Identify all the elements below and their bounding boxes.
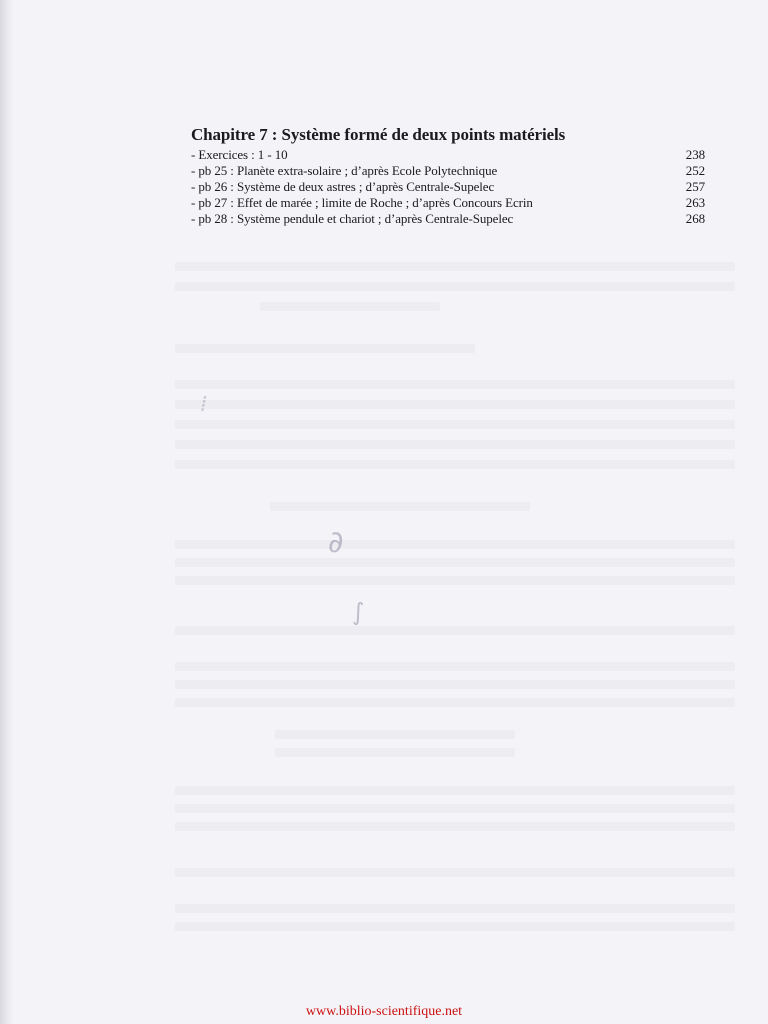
ghost-line	[175, 380, 735, 389]
ghost-line	[175, 680, 735, 689]
ghost-line	[270, 502, 530, 511]
ghost-line	[175, 262, 735, 271]
ghost-line	[175, 420, 735, 429]
ghost-line	[275, 748, 515, 757]
toc-entry	[191, 179, 705, 195]
ghost-line	[175, 904, 735, 913]
toc-entry	[191, 211, 705, 227]
ghost-line	[175, 626, 735, 635]
table-of-contents	[191, 124, 705, 227]
pencil-mark: ∫	[352, 598, 365, 626]
toc-entry-label: - pb 25 : Planète extra-solaire ; d’après Ecole Polytechnique	[191, 163, 498, 178]
ghost-line	[275, 730, 515, 739]
toc-entry-page: 268	[685, 211, 705, 226]
ghost-line	[175, 282, 735, 291]
ghost-line	[175, 558, 735, 567]
toc-entry-label: - pb 26 : Système de deux astres ; d’après Centrale-Supelec	[191, 179, 495, 194]
ghost-line	[175, 922, 735, 931]
ghost-line	[260, 302, 440, 311]
toc-entry-page: 257	[685, 179, 705, 194]
ghost-line	[175, 400, 735, 409]
toc-entry	[191, 147, 705, 163]
toc-entry	[191, 195, 705, 211]
ghost-line	[175, 786, 735, 795]
toc-entry-page: 238	[685, 147, 705, 162]
scan-left-edge-shadow	[0, 0, 14, 1024]
toc-entry-label: - pb 28 : Système pendule et chariot ; d’après Centrale-Supelec	[191, 211, 514, 226]
toc-entry	[191, 163, 705, 179]
ghost-line	[175, 804, 735, 813]
ghost-line	[175, 460, 735, 469]
ghost-line	[175, 662, 735, 671]
ghost-line	[175, 576, 735, 585]
ghost-line	[175, 344, 475, 353]
ghost-line	[175, 868, 735, 877]
toc-entry-label: - pb 27 : Effet de marée ; limite de Roche ; d’après Concours Ecrin	[191, 195, 533, 210]
toc-entry-page: 263	[685, 195, 705, 210]
ghost-line	[175, 440, 735, 449]
ghost-line	[175, 540, 735, 549]
toc-entry-page: 252	[685, 163, 705, 178]
footer-website-link[interactable]: www.biblio-scientifique.net	[305, 1004, 463, 1019]
chapter-title: Chapitre 7 : Système formé de deux points matériels	[191, 125, 566, 144]
toc-entry-label: - Exercices : 1 - 10	[191, 147, 288, 162]
ghost-line	[175, 698, 735, 707]
ghost-line	[175, 822, 735, 831]
pencil-mark: ⁞	[200, 392, 207, 417]
pencil-mark: ∂	[328, 525, 344, 560]
